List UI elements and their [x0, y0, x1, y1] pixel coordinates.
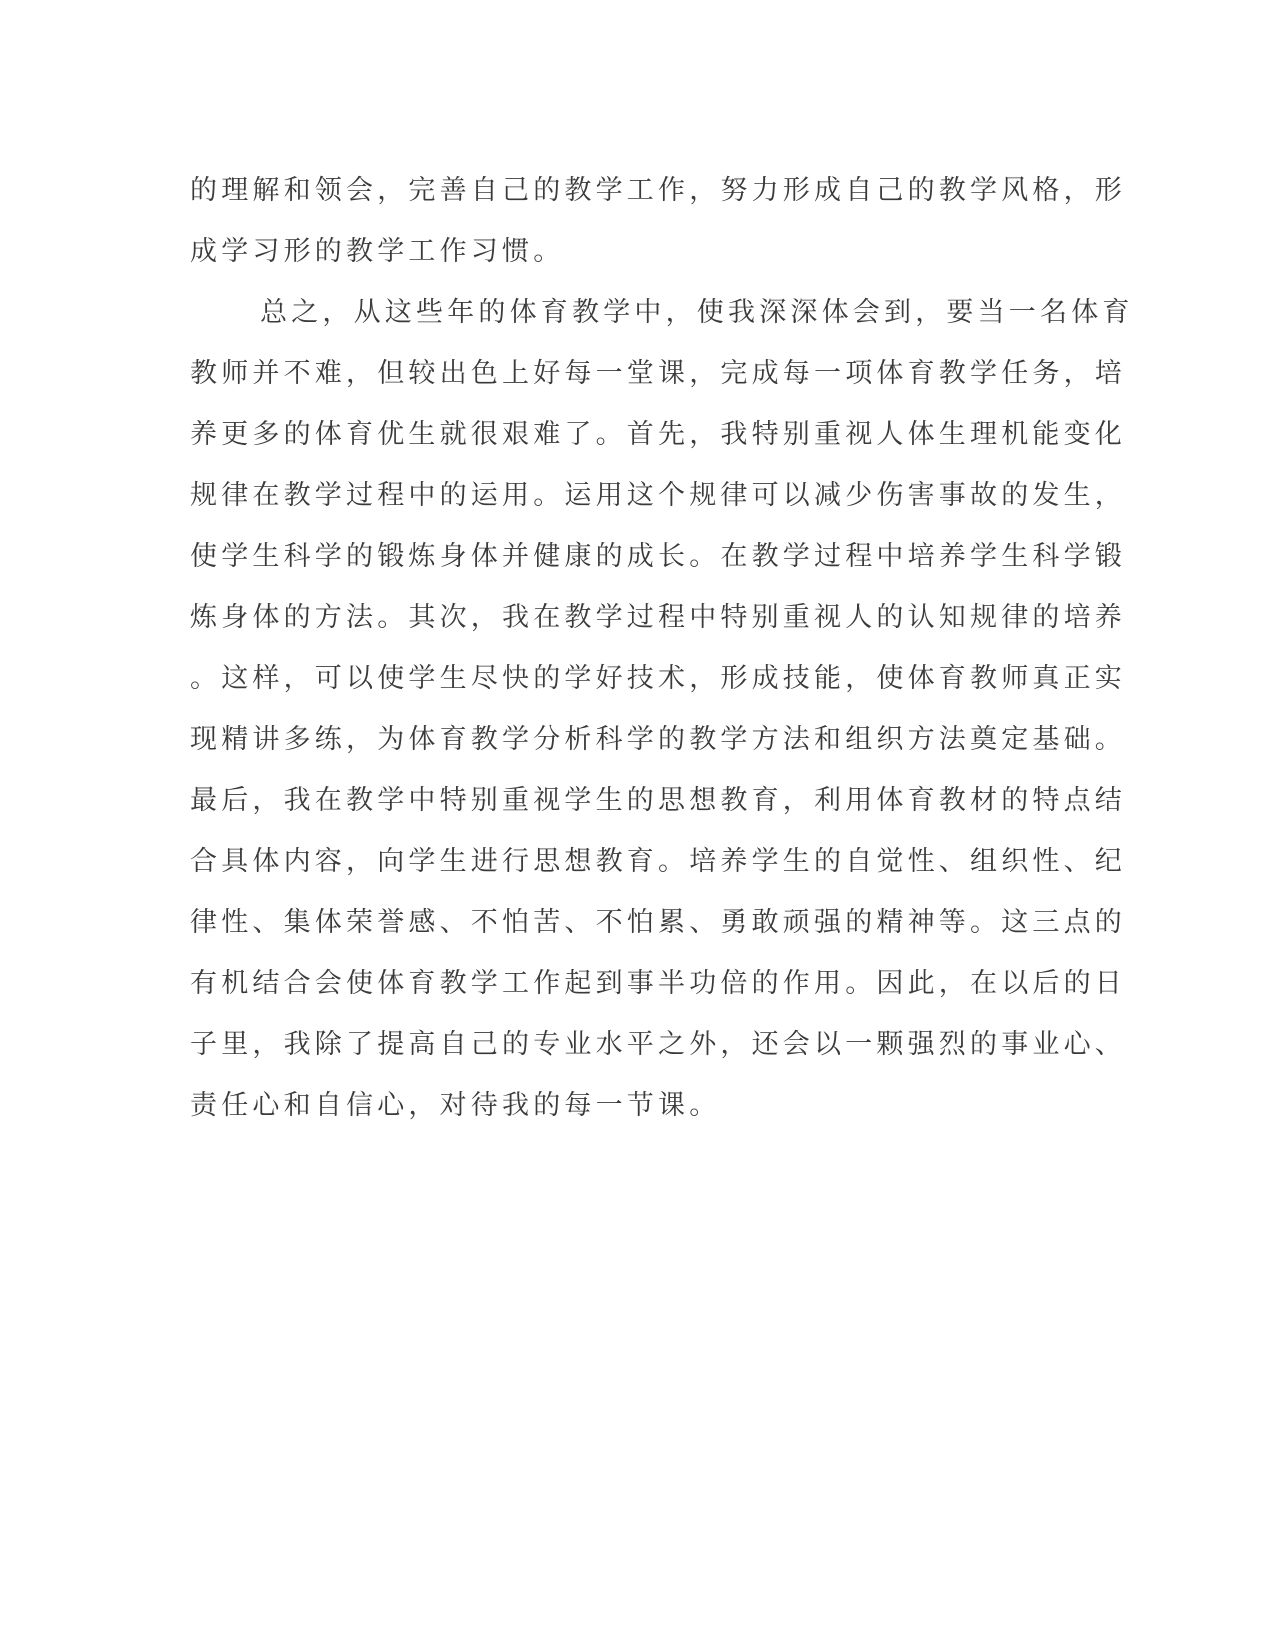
text-line: 子里，我除了提高自己的专业水平之外，还会以一颗强烈的事业心、 — [190, 1029, 1126, 1060]
text-line: 有机结合会使体育教学工作起到事半功倍的作用。因此，在以后的日 — [190, 968, 1126, 999]
text-line: 使学生科学的锻炼身体并健康的成长。在教学过程中培养学生科学锻 — [190, 541, 1126, 572]
paragraph-start-line: 总之，从这些年的体育教学中，使我深深体会到，要当一名体育 — [260, 297, 1134, 328]
text-line: 养更多的体育优生就很艰难了。首先，我特别重视人体生理机能变化 — [190, 419, 1126, 450]
text-line: 。这样，可以使学生尽快的学好技术，形成技能，使体育教师真正实 — [190, 663, 1126, 694]
text-line: 教师并不难，但较出色上好每一堂课，完成每一项体育教学任务，培 — [190, 358, 1126, 389]
body-text — [190, 160, 1134, 1136]
text-line: 规律在教学过程中的运用。运用这个规律可以减少伤害事故的发生， — [190, 480, 1126, 511]
text-line: 的理解和领会，完善自己的教学工作，努力形成自己的教学风格，形 — [190, 175, 1126, 206]
text-line: 炼身体的方法。其次，我在教学过程中特别重视人的认知规律的培养 — [190, 602, 1126, 633]
text-line: 现精讲多练，为体育教学分析科学的教学方法和组织方法奠定基础。 — [190, 724, 1126, 755]
text-line: 合具体内容，向学生进行思想教育。培养学生的自觉性、组织性、纪 — [190, 846, 1126, 877]
text-line: 责任心和自信心，对待我的每一节课。 — [190, 1090, 721, 1121]
text-line: 成学习形的教学工作习惯。 — [190, 236, 565, 267]
text-line: 律性、集体荣誉感、不怕苦、不怕累、勇敢顽强的精神等。这三点的 — [190, 907, 1126, 938]
text-line: 最后，我在教学中特别重视学生的思想教育，利用体育教材的特点结 — [190, 785, 1126, 816]
